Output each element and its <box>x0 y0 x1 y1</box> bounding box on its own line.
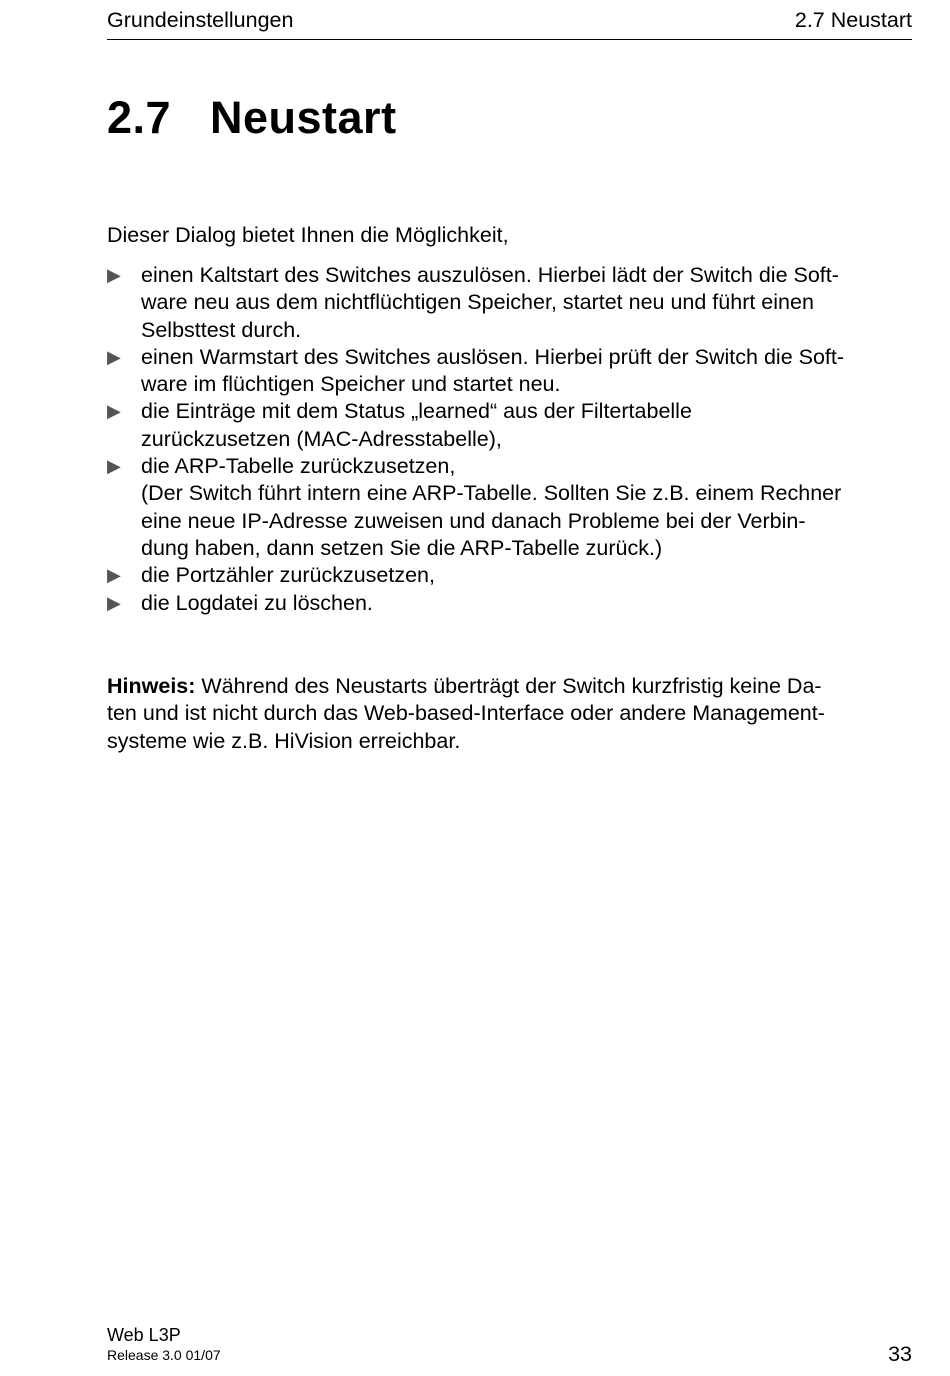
triangle-bullet-icon: ▶ <box>107 346 121 367</box>
list-item-line: die Logdatei zu löschen. <box>141 590 373 615</box>
list-item-line: zurückzusetzen (MAC-Adresstabelle), <box>141 426 502 451</box>
note-line <box>107 673 912 700</box>
note-paragraph <box>107 673 912 755</box>
list-item-line: die Portzähler zurückzusetzen, <box>141 563 435 588</box>
list-item <box>107 562 912 589</box>
header-section: 2.7 Neustart <box>794 8 912 32</box>
section-number: 2.7 <box>107 92 172 143</box>
list-item <box>107 262 912 344</box>
options-list <box>107 262 912 617</box>
list-item-line: ware neu aus dem nichtflüchtigen Speicher, startet neu und führt einen <box>141 290 814 315</box>
list-item-line: dung haben, dann setzen Sie die ARP-Tabelle zurück.) <box>141 535 663 560</box>
triangle-bullet-icon: ▶ <box>107 592 121 613</box>
triangle-bullet-icon: ▶ <box>107 456 121 477</box>
section-heading <box>107 88 397 148</box>
footer-release: Release 3.0 01/07 <box>107 1347 221 1363</box>
intro-paragraph: Dieser Dialog bietet Ihnen die Möglichkeit, <box>107 223 509 247</box>
list-item-line: einen Warmstart des Switches auslösen. Hierbei prüft der Switch die Soft- <box>141 344 845 369</box>
list-item-line: einen Kaltstart des Switches auszulösen. Hierbei lädt der Switch die Soft- <box>141 263 839 287</box>
note-text: Während des Neustarts überträgt der Switch kurzfristig keine Da- <box>201 674 822 698</box>
list-item-line: die Einträge mit dem Status „learned“ aus der Filtertabelle <box>141 399 692 424</box>
page-number: 33 <box>888 1342 912 1366</box>
list-item <box>107 453 912 562</box>
list-item-line: eine neue IP-Adresse zuweisen und danach Probleme bei der Verbin- <box>141 508 806 533</box>
list-item-line: Selbsttest durch. <box>141 317 302 342</box>
triangle-bullet-icon: ▶ <box>107 565 121 586</box>
section-title: Neustart <box>210 92 397 143</box>
list-item-line: (Der Switch führt intern eine ARP-Tabelle. Sollten Sie z.B. einem Rechner <box>141 481 842 506</box>
note-label: Hinweis: <box>107 674 196 698</box>
footer-product: Web L3P <box>107 1325 181 1345</box>
list-item <box>107 398 912 453</box>
header-chapter: Grundeinstellungen <box>107 8 294 32</box>
note-line: ten und ist nicht durch das Web-based-Interface oder andere Management- <box>107 701 825 726</box>
running-header <box>107 6 912 40</box>
note-line: systeme wie z.B. HiVision erreichbar. <box>107 728 461 753</box>
triangle-bullet-icon: ▶ <box>107 265 121 285</box>
triangle-bullet-icon: ▶ <box>107 401 121 422</box>
list-item <box>107 590 912 617</box>
list-item-line: die ARP-Tabelle zurückzusetzen, <box>141 454 456 479</box>
list-item-line: ware im flüchtigen Speicher und startet neu. <box>141 372 561 397</box>
list-item <box>107 344 912 399</box>
